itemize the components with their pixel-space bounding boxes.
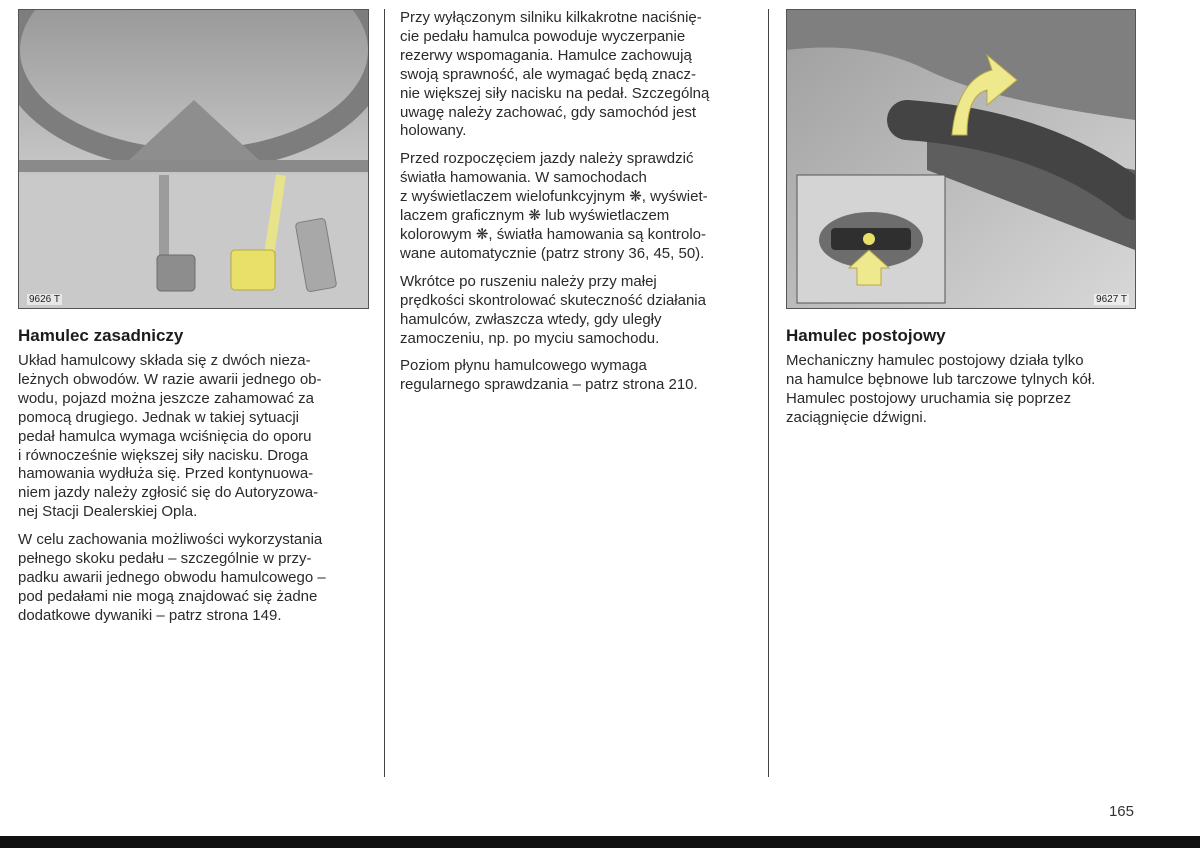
figure-label: 9626 T [29,294,60,305]
left-column [18,326,368,635]
pedals-figure [18,9,369,309]
paragraph: Mechaniczny hamulec postojowy działa tylko na hamulce bębnowe lub tarczowe tylnych kół. Hamulec postojowy uruchamia się poprzez zaciągnięcie dźwigni. [786,352,1096,426]
paragraph: Przy wyłączonym silniku kilkakrotne naciśnię- cie pedału hamulca powoduje wyczerpanie rezerwy wspomagania. Hamulce zachowują swoją sprawność, ale wymagać będą znacz- nie większej siły nacisku na pedał. Szczególną uwagę należy zachować, gdy samochód jest holowany. [400,9,710,140]
handbrake-lever-illustration-icon [787,10,1135,308]
paragraph: Poziom płynu hamulcowego wymaga regularnego sprawdzania – patrz strona 210. [400,357,698,394]
paragraph: Wkrótce po ruszeniu należy przy małej prędkości skontrolować skuteczność działania hamulców, zwłaszcza wtedy, gdy uległy zamoczeniu, np. po myciu samochodu. [400,272,706,347]
column-divider [768,9,769,777]
paragraph: Układ hamulcowy składa się z dwóch nieza- leżnych obwodów. W razie awarii jednego ob- wodu, pojazd można jeszcze zahamować za pomocą drugiego. Jednak w takiej sytuacji pedał hamulca wymaga wciśnięcia do oporu i równocześnie większej siły nacisku. Droga hamowania wydłuża się. Przed kontynuowa- niem jazdy należy zgłosić się do Autoryzowa- nej Stacji Dealerskiej Opla. [18,352,322,521]
page-number: 165 [1108,803,1134,820]
column-divider [384,9,385,777]
brake-pedal-illustration-icon [19,10,368,308]
section-heading-service-brake: Hamulec zasadniczy [18,326,184,345]
section-heading-parking-brake: Hamulec postojowy [786,326,946,345]
handbrake-figure [786,9,1136,309]
page-bottom-bar [0,836,1200,848]
paragraph: W celu zachowania możliwości wykorzystania pełnego skoku pedału – szczególnie w przy- padku awarii jednego obwodu hamulcowego – pod pedałami nie mogą znajdować się żadne dodatkowe dywaniki – patrz strona 149. [18,531,326,624]
right-column [786,326,1146,437]
figure-label: 9627 T [1096,294,1127,305]
middle-column [400,9,760,404]
paragraph: Przed rozpoczęciem jazdy należy sprawdzić światła hamowania. W samochodach z wyświetlaczem wielofunkcyjnym ❋, wyświet- laczem graficznym ❋ lub wyświetlaczem kolorowym ❋, światła hamowania są kontrolo- wane automatycznie (patrz strony 36, 45, 50). [400,150,708,262]
